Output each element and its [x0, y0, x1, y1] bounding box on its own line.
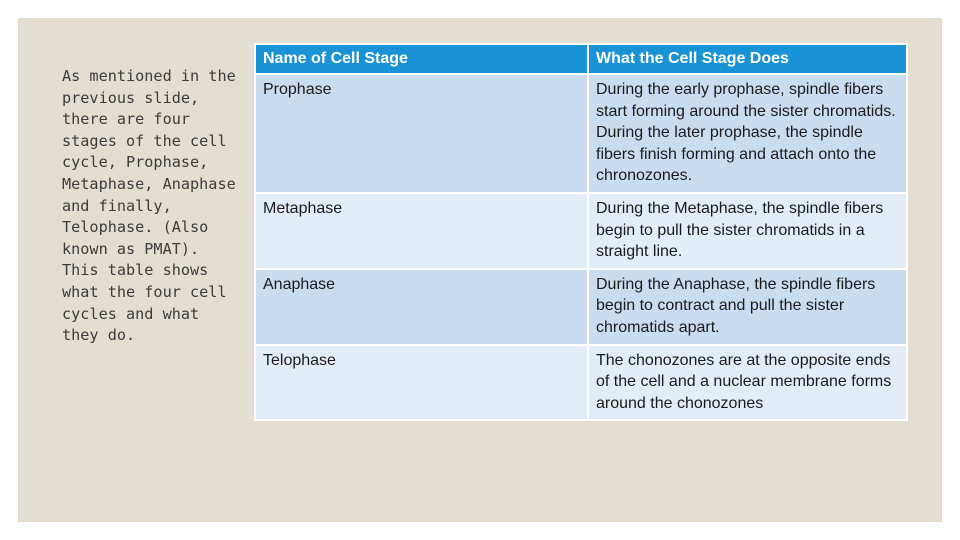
header-stage-does: What the Cell Stage Does [588, 44, 907, 74]
table-row-prophase [255, 74, 907, 193]
stage-description-cell: During the Metaphase, the spindle fibers begin to pull the sister chromatids in a straight line. [588, 193, 907, 269]
table-row-anaphase [255, 269, 907, 345]
table-row-metaphase [255, 193, 907, 269]
stage-name-cell: Anaphase [255, 269, 588, 345]
table-row-telophase [255, 345, 907, 421]
table-header-row [255, 44, 907, 74]
stage-name-cell: Prophase [255, 74, 588, 193]
stage-description-cell: During the early prophase, spindle fibers start forming around the sister chromatids. During the later prophase, the spindle fibers finish forming and attach onto the chronozones. [588, 74, 907, 193]
cell-stage-table [254, 43, 908, 421]
stage-description-cell: During the Anaphase, the spindle fibers begin to contract and pull the sister chromatids apart. [588, 269, 907, 345]
stage-name-cell: Metaphase [255, 193, 588, 269]
stage-name-cell: Telophase [255, 345, 588, 421]
header-stage-name: Name of Cell Stage [255, 44, 588, 74]
stage-description-cell: The chonozones are at the opposite ends of the cell and a nuclear membrane forms around the chonozones [588, 345, 907, 421]
intro-text: As mentioned in the previous slide, there are four stages of the cell cycle, Prophase, Metaphase, Anaphase and finally, Telophase. (Also known as PMAT). This table shows what the four cell cycles and what they do. [62, 67, 236, 345]
